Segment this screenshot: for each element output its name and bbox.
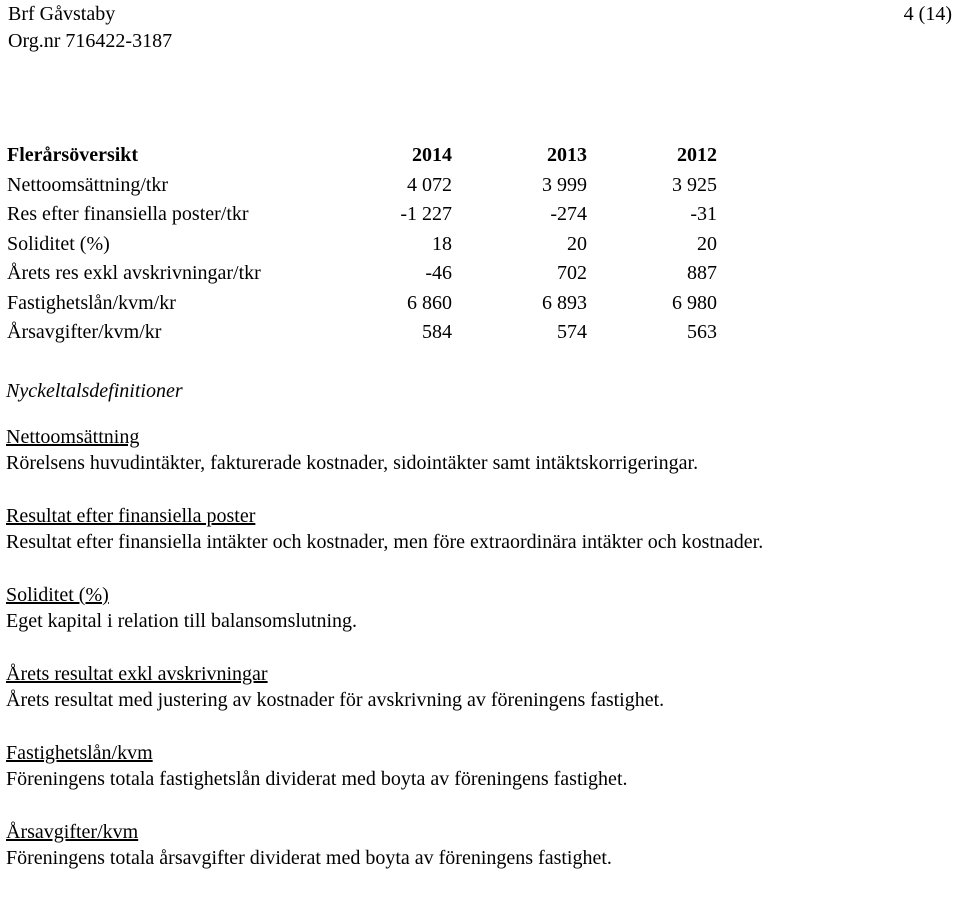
key-ratio-definitions [6, 379, 956, 899]
cell-value: 702 [557, 262, 587, 285]
overview-title: Flerårsöversikt [7, 144, 139, 167]
definition-item [6, 741, 956, 820]
definition-text: Eget kapital i relation till balansomslutning. [6, 610, 358, 632]
cell-value: 584 [422, 321, 452, 344]
table-row [7, 259, 717, 289]
definition-item [6, 425, 956, 504]
definition-item [6, 662, 956, 741]
row-label: Fastighetslån/kvm/kr [7, 291, 176, 314]
cell-value: -31 [690, 203, 717, 226]
cell-value: 18 [432, 232, 452, 255]
cell-value: 6 860 [407, 291, 452, 314]
cell-value: -46 [425, 262, 452, 285]
cell-value: -1 227 [400, 203, 452, 226]
definition-term: Resultat efter finansiella poster [6, 505, 256, 527]
year-header: 2014 [412, 144, 452, 167]
definition-text: Rörelsens huvudintäkter, fakturerade kostnader, sidointäkter samt intäktskorrigeringar. [6, 452, 699, 474]
row-label: Res efter finansiella poster/tkr [7, 203, 249, 226]
table-row [7, 289, 717, 319]
table-header-row [7, 141, 717, 171]
table-row [7, 171, 717, 201]
table-row [7, 230, 717, 260]
cell-value: 887 [687, 262, 717, 285]
organization-number: Org.nr 716422-3187 [8, 30, 173, 52]
row-label: Årets res exkl avskrivningar/tkr [7, 262, 261, 285]
table-row [7, 318, 717, 348]
year-header: 2013 [547, 144, 587, 167]
cell-value: 574 [557, 321, 587, 344]
cell-value: 4 072 [407, 173, 452, 196]
table-row [7, 200, 717, 230]
definition-item [6, 820, 956, 899]
cell-value: -274 [550, 203, 587, 226]
cell-value: 6 980 [672, 291, 717, 314]
cell-value: 20 [697, 232, 717, 255]
definition-text: Föreningens totala årsavgifter dividerat med boyta av föreningens fastighet. [6, 847, 612, 869]
definition-term: Årsavgifter/kvm [6, 821, 139, 843]
page-number: 4 (14) [903, 3, 952, 25]
definition-text: Resultat efter finansiella intäkter och kostnader, men före extraordinära intäkter och kostnader. [6, 531, 764, 553]
cell-value: 3 925 [672, 173, 717, 196]
definition-text: Föreningens totala fastighetslån dividerat med boyta av föreningens fastighet. [6, 768, 628, 790]
cell-value: 20 [567, 232, 587, 255]
definition-term: Nettoomsättning [6, 426, 140, 448]
definition-item [6, 583, 956, 662]
year-header: 2012 [677, 144, 717, 167]
organization-name: Brf Gåvstaby [8, 3, 116, 25]
row-label: Nettoomsättning/tkr [7, 173, 169, 196]
definition-item [6, 504, 956, 583]
row-label: Årsavgifter/kvm/kr [7, 321, 162, 344]
definition-term: Årets resultat exkl avskrivningar [6, 663, 268, 685]
definition-text: Årets resultat med justering av kostnader för avskrivning av föreningens fastighet. [6, 689, 665, 711]
cell-value: 6 893 [542, 291, 587, 314]
definitions-heading: Nyckeltalsdefinitioner [6, 380, 183, 402]
row-label: Soliditet (%) [7, 232, 110, 255]
multi-year-overview-table [7, 141, 717, 348]
cell-value: 563 [687, 321, 717, 344]
cell-value: 3 999 [542, 173, 587, 196]
definition-term: Soliditet (%) [6, 584, 109, 606]
definition-term: Fastighetslån/kvm [6, 742, 153, 764]
